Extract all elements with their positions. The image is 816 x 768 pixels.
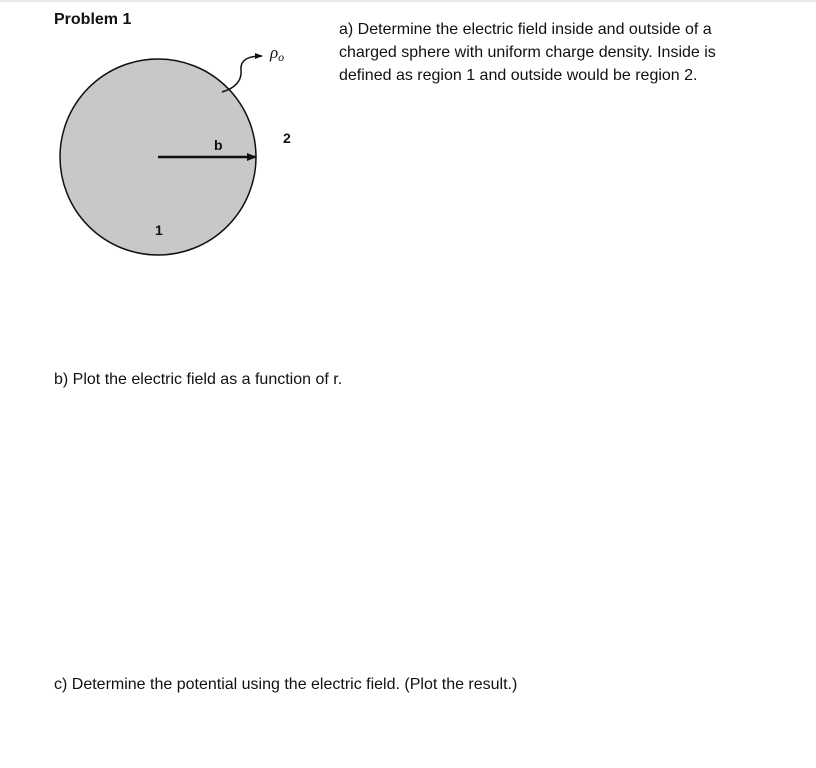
region-1-label: 1: [155, 222, 163, 238]
problem-title: Problem 1: [54, 11, 132, 28]
charge-density-label: [269, 43, 284, 64]
part-a-text: a) Determine the electric field inside and outside of a charged sphere with uniform charge density. Inside is defined as region 1 and outside would be region 2.: [339, 21, 716, 84]
radius-label: b: [214, 137, 223, 153]
part-b-text: b) Plot the electric field as a function of r.: [54, 371, 343, 388]
part-c-text: c) Determine the potential using the electric field. (Plot the result.): [54, 676, 518, 693]
rho-subscript: o: [278, 50, 285, 64]
sphere-diagram: [0, 0, 816, 300]
rho-symbol: ρ: [270, 43, 279, 62]
charge-density-pointer: [222, 56, 262, 92]
region-2-label: 2: [283, 130, 291, 146]
